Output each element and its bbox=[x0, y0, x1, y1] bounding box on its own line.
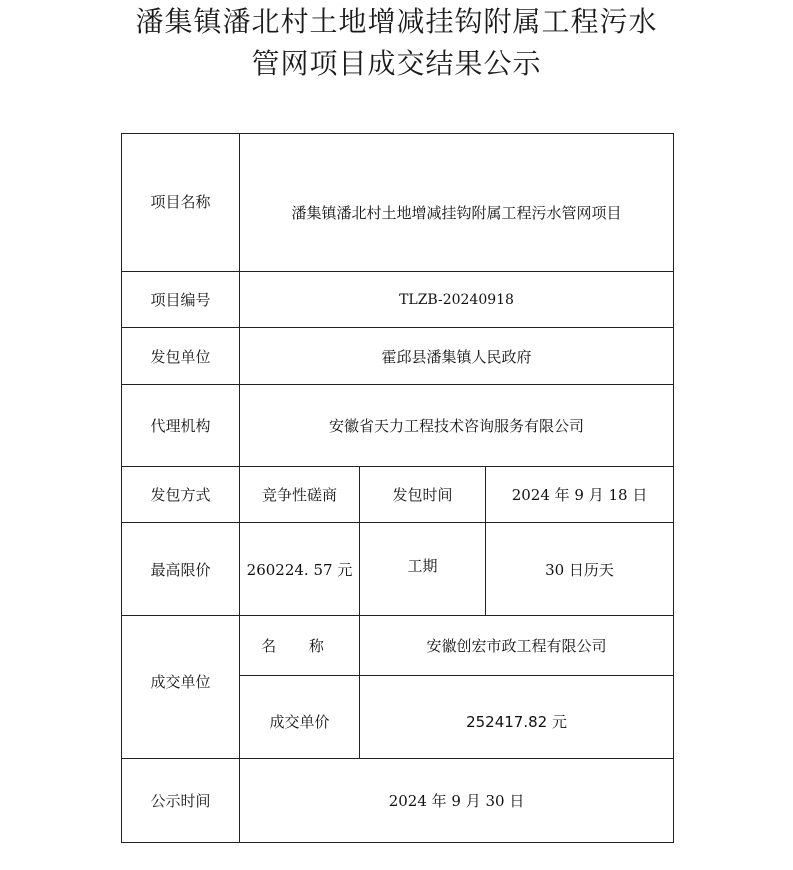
agency-value: 安徽省天力工程技术咨询服务有限公司 bbox=[240, 385, 674, 467]
document-title-line1: 潘集镇潘北村土地增减挂钩附属工程污水 bbox=[135, 5, 658, 38]
result-table bbox=[121, 133, 674, 843]
table-row bbox=[122, 616, 674, 676]
issue-time-label: 发包时间 bbox=[360, 467, 486, 523]
table-row bbox=[122, 385, 674, 467]
table-row bbox=[122, 134, 674, 272]
table-row bbox=[122, 759, 674, 843]
winner-name-value: 安徽创宏市政工程有限公司 bbox=[360, 616, 674, 676]
winner-label: 成交单位 bbox=[122, 616, 240, 759]
table-row bbox=[122, 272, 674, 328]
table-row bbox=[122, 328, 674, 385]
project-name-value: 潘集镇潘北村土地增减挂钩附属工程污水管网项目 bbox=[240, 134, 674, 272]
winner-name-label bbox=[240, 616, 360, 676]
agency-label: 代理机构 bbox=[122, 385, 240, 467]
table-row bbox=[122, 467, 674, 523]
winner-name-label-text: 名 称 bbox=[261, 637, 338, 655]
publicity-time-value: 2024 年 9 月 30 日 bbox=[240, 759, 674, 843]
duration-value: 30 日历天 bbox=[486, 523, 674, 616]
issuer-label: 发包单位 bbox=[122, 328, 240, 385]
winner-price-label: 成交单价 bbox=[240, 676, 360, 759]
max-price-value: 260224. 57 元 bbox=[240, 523, 360, 616]
publicity-time-label: 公示时间 bbox=[122, 759, 240, 843]
project-number-value: TLZB-20240918 bbox=[240, 272, 674, 328]
max-price-label: 最高限价 bbox=[122, 523, 240, 616]
project-name-label: 项目名称 bbox=[122, 134, 240, 272]
project-number-label: 项目编号 bbox=[122, 272, 240, 328]
duration-label: 工期 bbox=[360, 523, 486, 616]
method-value: 竞争性磋商 bbox=[240, 467, 360, 523]
winner-price-value bbox=[360, 676, 674, 759]
winner-price-value-text: 252417.82 元 bbox=[466, 712, 567, 731]
issue-time-value: 2024 年 9 月 18 日 bbox=[486, 467, 674, 523]
issuer-value: 霍邱县潘集镇人民政府 bbox=[240, 328, 674, 385]
method-label: 发包方式 bbox=[122, 467, 240, 523]
document-title-line2: 管网项目成交结果公示 bbox=[251, 47, 542, 80]
table-row bbox=[122, 523, 674, 616]
